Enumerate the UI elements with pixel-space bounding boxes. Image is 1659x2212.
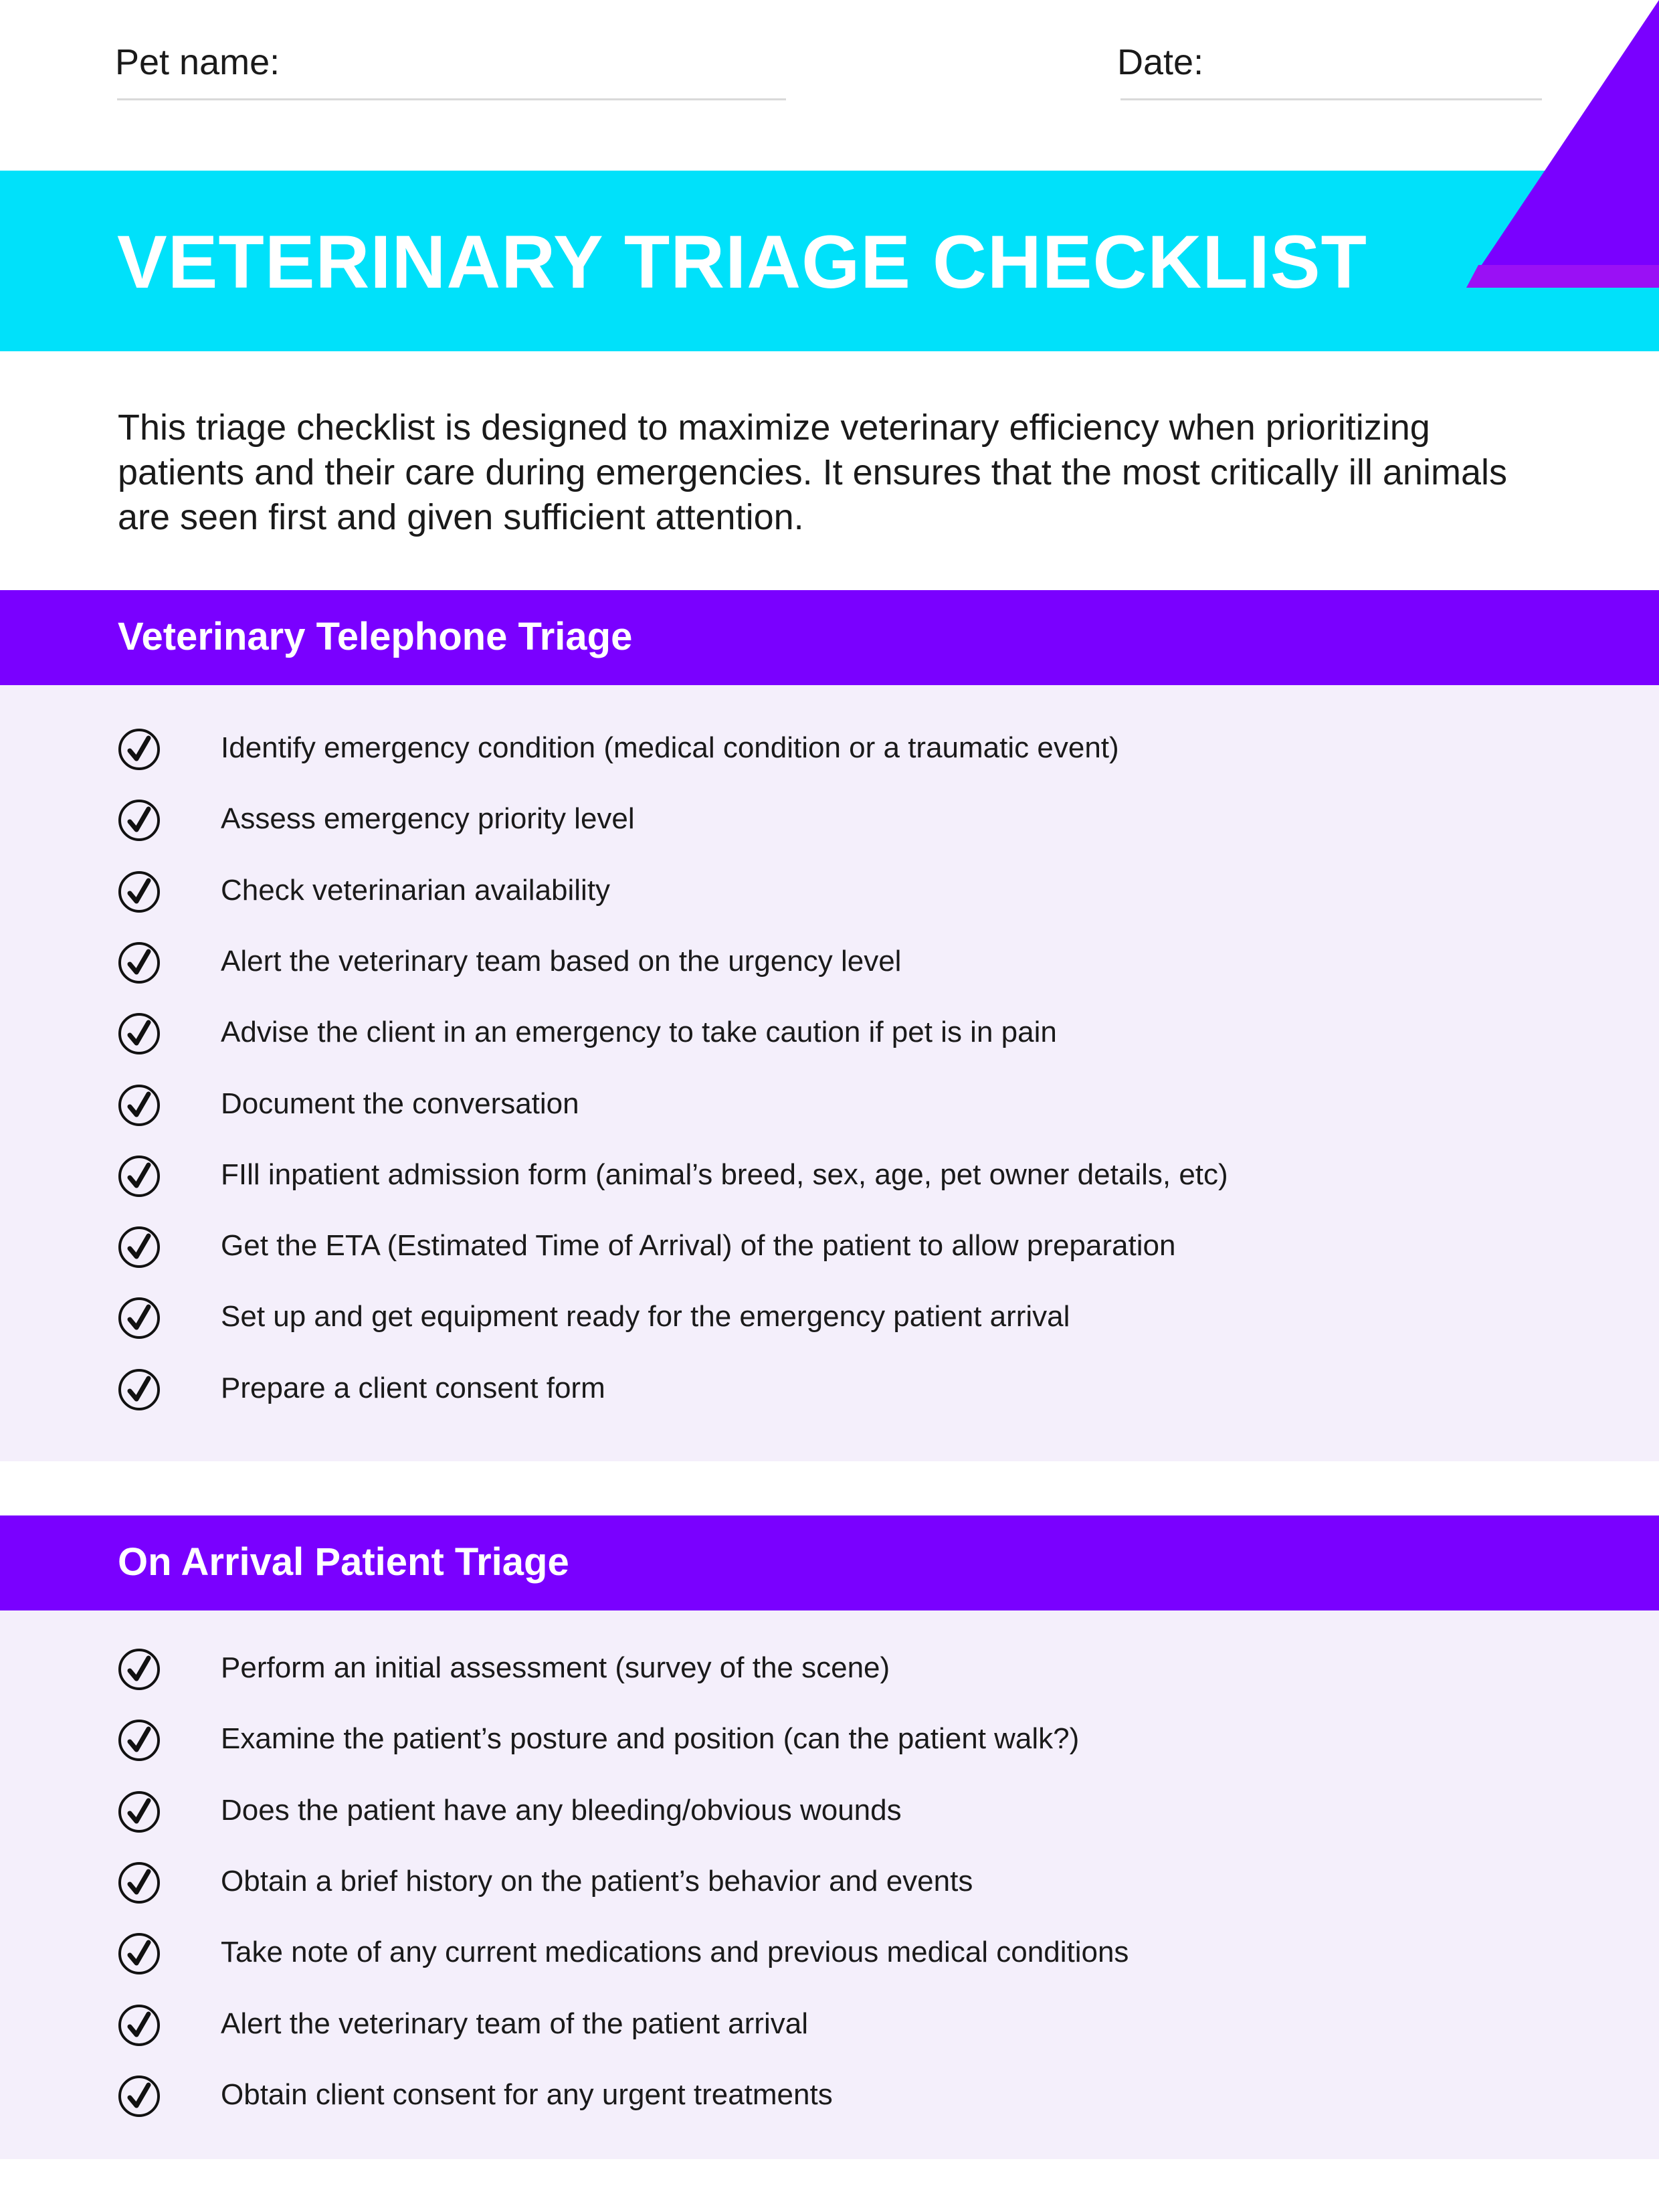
checklist-item[interactable] <box>0 1645 1605 1698</box>
checklist-item-label: Perform an initial assessment (survey of the scene) <box>221 1651 890 1684</box>
checklist-item[interactable] <box>0 1009 1605 1063</box>
checklist-item[interactable] <box>0 2071 1605 2125</box>
pet-name-label: Pet name: <box>115 42 280 82</box>
checklist-item-label: Document the conversation <box>221 1087 579 1120</box>
checklist-item-label: FIll inpatient admission form (animal’s breed, sex, age, pet owner details, etc) <box>221 1158 1228 1191</box>
circled-check-icon[interactable] <box>117 870 161 914</box>
checklist-item[interactable] <box>0 1716 1605 1769</box>
circled-check-icon[interactable] <box>117 1647 161 1691</box>
checklist-item-label: Prepare a client consent form <box>221 1371 605 1404</box>
checklist-item[interactable] <box>0 1151 1605 1205</box>
circled-check-icon[interactable] <box>117 1861 161 1905</box>
circled-check-icon[interactable] <box>117 941 161 985</box>
circled-check-icon[interactable] <box>117 1225 161 1269</box>
intro-paragraph: This triage checklist is designed to maximize veterinary efficiency when prioritizing patients and their care during emergencies. It ensures that the most critically ill animals are seen first and given sufficient attention. <box>118 407 1507 537</box>
triangle-shade <box>1466 265 1659 288</box>
checklist-item-label: Obtain client consent for any urgent treatments <box>221 2078 833 2111</box>
section-title-arrival-triage: On Arrival Patient Triage <box>118 1540 569 1584</box>
checklist-item-label: Set up and get equipment ready for the emergency patient arrival <box>221 1300 1070 1333</box>
checklist-item-label: Alert the veterinary team based on the urgency level <box>221 944 902 978</box>
checklist-item[interactable] <box>0 725 1605 778</box>
circled-check-icon[interactable] <box>117 1154 161 1198</box>
circled-check-icon[interactable] <box>117 2003 161 2047</box>
checklist-item[interactable] <box>0 1222 1605 1276</box>
checklist-item[interactable] <box>0 1293 1605 1347</box>
section-title-telephone-triage: Veterinary Telephone Triage <box>118 615 633 658</box>
circled-check-icon[interactable] <box>117 1718 161 1762</box>
checklist-item[interactable] <box>0 2001 1605 2054</box>
purple-triangle <box>1466 0 1659 288</box>
checklist-item-label: Take note of any current medications and previous medical conditions <box>221 1936 1129 1969</box>
checklist-item-label: Advise the client in an emergency to take caution if pet is in pain <box>221 1016 1057 1049</box>
circled-check-icon[interactable] <box>117 2074 161 2118</box>
checklist-item-label: Obtain a brief history on the patient’s behavior and events <box>221 1864 973 1898</box>
circled-check-icon[interactable] <box>117 798 161 842</box>
circled-check-icon[interactable] <box>117 727 161 771</box>
checklist-item[interactable] <box>0 1858 1605 1912</box>
circled-check-icon[interactable] <box>117 1790 161 1834</box>
checklist-item-label: Does the patient have any bleeding/obvious wounds <box>221 1793 902 1827</box>
checklist-item-label: Identify emergency condition (medical condition or a traumatic event) <box>221 731 1119 764</box>
page-title: VETERINARY TRIAGE CHECKLIST <box>117 220 1367 304</box>
checklist-item-label: Alert the veterinary team of the patient arrival <box>221 2007 808 2040</box>
checklist-item-label: Check veterinarian availability <box>221 873 611 907</box>
checklist-item-label: Get the ETA (Estimated Time of Arrival) of the patient to allow preparation <box>221 1229 1176 1263</box>
checklist-item[interactable] <box>0 867 1605 921</box>
checklist-item-label: Examine the patient’s posture and position (can the patient walk?) <box>221 1722 1080 1756</box>
circled-check-icon[interactable] <box>117 1368 161 1412</box>
checklist-item[interactable] <box>0 938 1605 992</box>
checklist-item-label: Assess emergency priority level <box>221 802 635 836</box>
circled-check-icon[interactable] <box>117 1083 161 1127</box>
checklist-item[interactable] <box>0 1365 1605 1418</box>
checklist-item[interactable] <box>0 796 1605 849</box>
checklist-item[interactable] <box>0 1081 1605 1134</box>
circled-check-icon[interactable] <box>117 1296 161 1340</box>
date-label: Date: <box>1117 42 1204 82</box>
checklist-item[interactable] <box>0 1929 1605 1983</box>
circled-check-icon[interactable] <box>117 1932 161 1976</box>
circled-check-icon[interactable] <box>117 1012 161 1056</box>
checklist-item[interactable] <box>0 1787 1605 1841</box>
